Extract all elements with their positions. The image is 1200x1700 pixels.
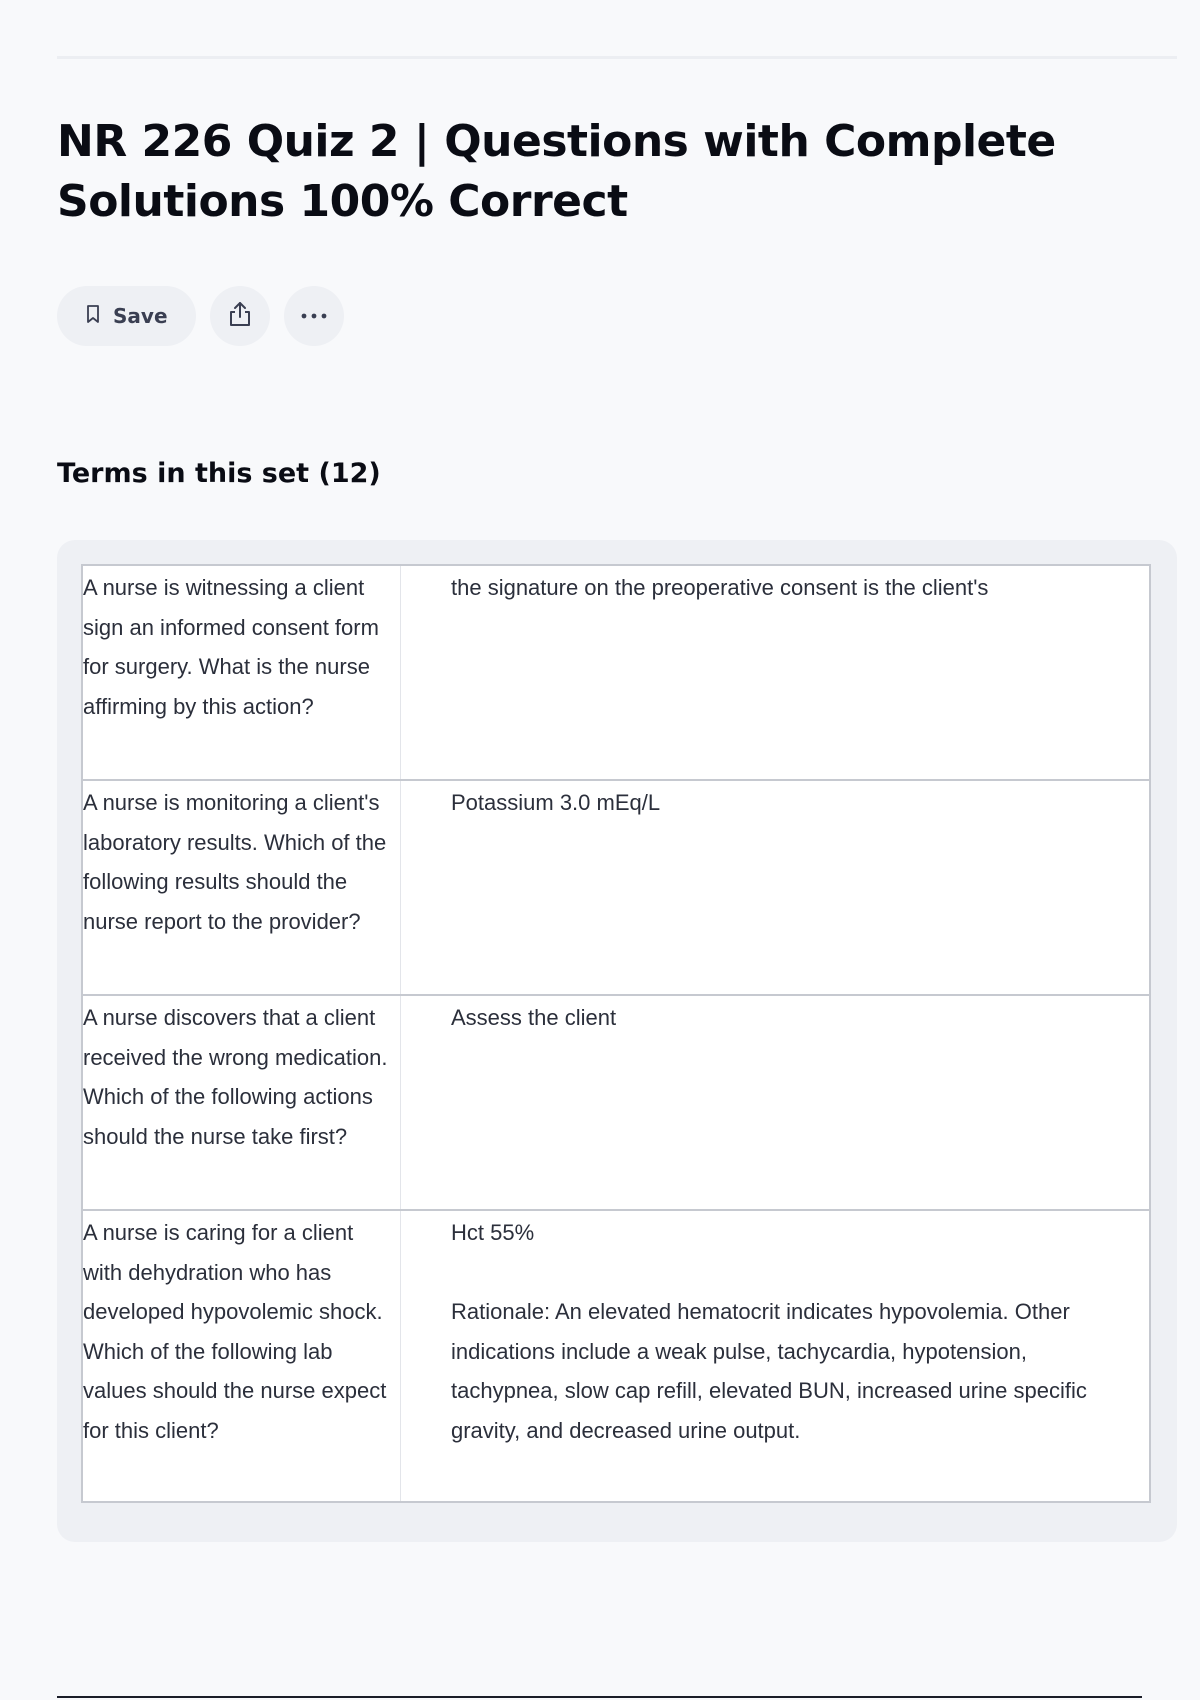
term-question: A nurse is witnessing a client sign an informed consent form for surgery. What is the nurse affirming by this action? bbox=[83, 566, 401, 779]
bookmark-icon bbox=[85, 304, 101, 329]
term-question: A nurse is caring for a client with dehydration who has developed hypovolemic shock. Which of the following lab values should the nurse expect for this client? bbox=[83, 1211, 401, 1501]
share-button[interactable] bbox=[210, 286, 270, 346]
term-row bbox=[83, 566, 1149, 781]
term-rationale: Rationale: An elevated hematocrit indicates hypovolemia. Other indications include a weak pulse, tachycardia, hypotension, tachypnea, slow cap refill, elevated BUN, increased urine specific gravity, and decreased urine output. bbox=[451, 1299, 1087, 1443]
more-horizontal-icon bbox=[299, 307, 329, 325]
term-row bbox=[83, 1211, 1149, 1501]
term-answer bbox=[401, 781, 1149, 994]
term-answer bbox=[401, 566, 1149, 779]
page-title: NR 226 Quiz 2 | Questions with Complete Solutions 100% Correct bbox=[57, 116, 1056, 227]
term-row bbox=[83, 781, 1149, 996]
term-definition: Assess the client bbox=[451, 1005, 617, 1030]
more-options-button[interactable] bbox=[284, 286, 344, 346]
save-button-label: Save bbox=[113, 304, 168, 328]
share-icon bbox=[227, 300, 253, 333]
terms-card bbox=[57, 540, 1177, 1542]
term-definition: the signature on the preoperative consent is the client's bbox=[451, 575, 989, 600]
term-definition: Potassium 3.0 mEq/L bbox=[451, 790, 661, 815]
action-bar bbox=[57, 286, 344, 346]
term-answer bbox=[401, 1211, 1149, 1501]
bottom-divider bbox=[57, 1696, 1142, 1698]
terms-heading: Terms in this set (12) bbox=[57, 458, 381, 489]
term-row bbox=[83, 996, 1149, 1211]
term-answer bbox=[401, 996, 1149, 1209]
terms-table bbox=[81, 564, 1151, 1503]
term-question: A nurse is monitoring a client's laboratory results. Which of the following results should the nurse report to the provider? bbox=[83, 781, 401, 994]
save-button[interactable] bbox=[57, 286, 196, 346]
term-question: A nurse discovers that a client received the wrong medication. Which of the following actions should the nurse take first? bbox=[83, 996, 401, 1209]
top-divider bbox=[57, 56, 1177, 59]
term-definition: Hct 55% bbox=[451, 1220, 535, 1245]
